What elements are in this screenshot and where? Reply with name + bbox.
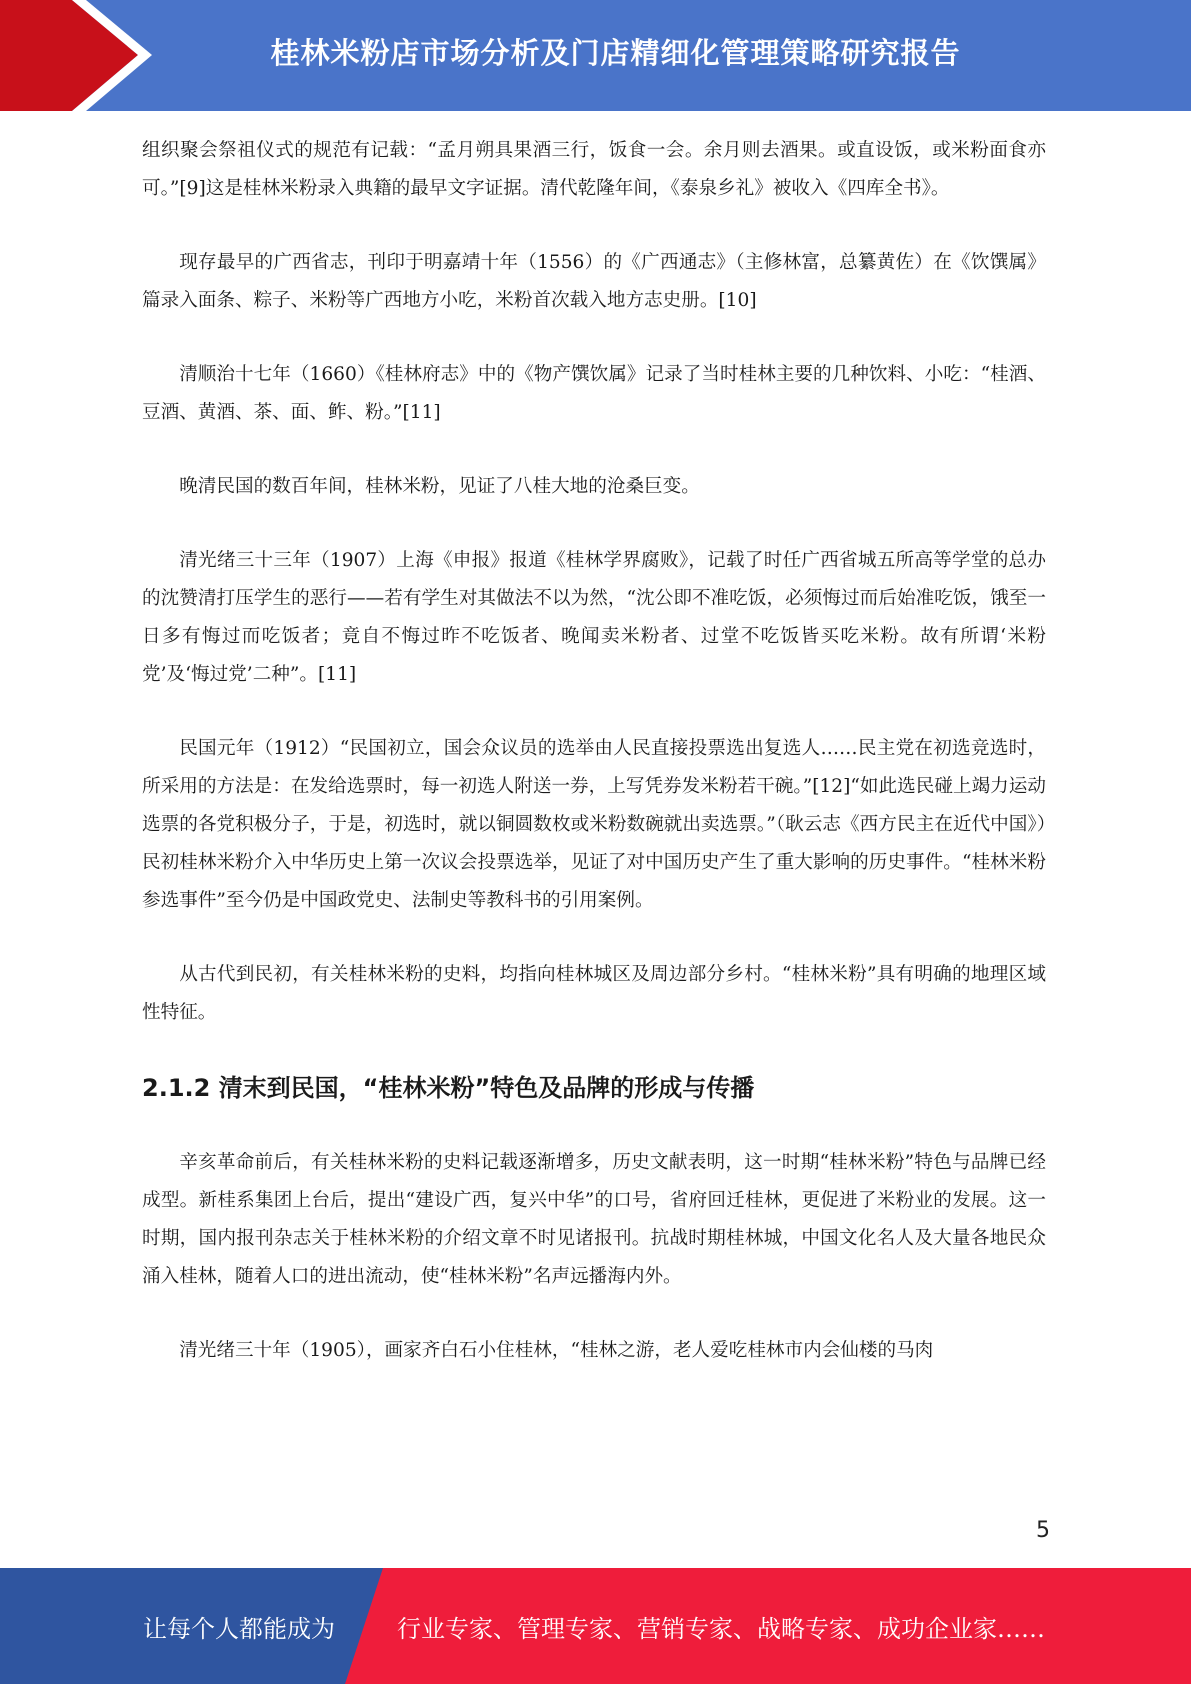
paragraph-late-qing: 晚清民国的数百年间，桂林米粉，见证了八桂大地的沧桑巨变。 [179,476,700,497]
paragraph-shenbao-1907: 清光绪三十三年（1907）上海《申报》报道《桂林学界腐败》，记载了时任广西省城五所高等学堂的总办的沈赞清打压学生的恶行——若有学生对其做法不以为然，“沈公即不准吃饭，必须悔过而后始准吃饭，饿至一日多有悔过而吃饭者；竟自不悔过昨不吃饭者、晚闻卖米粉者、过堂不吃饭皆买吃米粉。故有所谓‘米粉党’及‘悔过党’二种”。[11] [142,550,1046,685]
page-header [0,0,1191,111]
paragraph-regional-feature: 从古代到民初，有关桂林米粉的史料，均指向桂林城区及周边部分乡村。“桂林米粉”具有明确的地理区域性特征。 [142,964,1046,1023]
paragraph-xinhai-revolution: 辛亥革命前后，有关桂林米粉的史料记载逐渐增多，历史文献表明，这一时期“桂林米粉”特色与品牌已经成型。新桂系集团上台后，提出“建设广西，复兴中华”的口号，省府回迁桂林，更促进了米粉业的发展。这一时期，国内报刊杂志关于桂林米粉的介绍文章不时见诸报刊。抗战时期桂林城，中国文化名人及大量各地民众涌入桂林，随着人口的进出流动，使“桂林米粉”名声远播海内外。 [142,1152,1046,1287]
footer-slogan-left: 让每个人都能成为 [143,1614,335,1643]
paragraph-guangxi-tongzhi: 现存最早的广西省志，刊印于明嘉靖十年（1556）的《广西通志》（主修林富，总纂黄佐）在《饮馔属》篇录入面条、粽子、米粉等广西地方小吃，米粉首次载入地方志史册。[10] [142,252,1046,311]
paragraph-minguo-1912: 民国元年（1912）“民国初立，国会众议员的选举由人民直接投票选出复选人……民主党在初选竞选时，所采用的方法是：在发给选票时，每一初选人附送一券，上写凭券发米粉若干碗。”[12]“如此选民碰上竭力运动选票的各党积极分子，于是，初选时，就以铜圆数枚或米粉数碗就出卖选票。”（耿云志《西方民主在近代中国》）民初桂林米粉介入中华历史上第一次议会投票选举，见证了对中国历史产生了重大影响的历史事件。“桂林米粉参选事件”至今仍是中国政党史、法制史等教科书的引用案例。 [142,738,1046,911]
footer-slogan-right: 行业专家、管理专家、营销专家、战略专家、成功企业家…… [397,1614,1045,1643]
paragraph-continuation: 组织聚会祭祖仪式的规范有记载：“孟月朔具果酒三行，饭食一会。余月则去酒果。或直设饭，或米粉面食亦可。”[9]这是桂林米粉录入典籍的最早文字证据。清代乾隆年间，《泰泉乡礼》被收入《四库全书》。 [142,140,1046,199]
section-heading-2-1-2: 2.1.2 清末到民国，“桂林米粉”特色及品牌的形成与传播 [142,1074,755,1102]
page-number: 5 [1036,1518,1050,1543]
paragraph-guilin-fuzhi: 清顺治十七年（1660）《桂林府志》中的《物产馔饮属》记录了当时桂林主要的几种饮料、小吃：“桂酒、豆酒、黄酒、茶、面、鲊、粉。”[11] [142,364,1046,423]
paragraph-qi-baishi: 清光绪三十年（1905），画家齐白石小住桂林，“桂林之游，老人爱吃桂林市内会仙楼的马肉 [179,1340,934,1361]
document-title: 桂林米粉店市场分析及门店精细化管理策略研究报告 [270,35,961,70]
page-footer [0,1568,1191,1684]
page-body [142,132,1046,1406]
